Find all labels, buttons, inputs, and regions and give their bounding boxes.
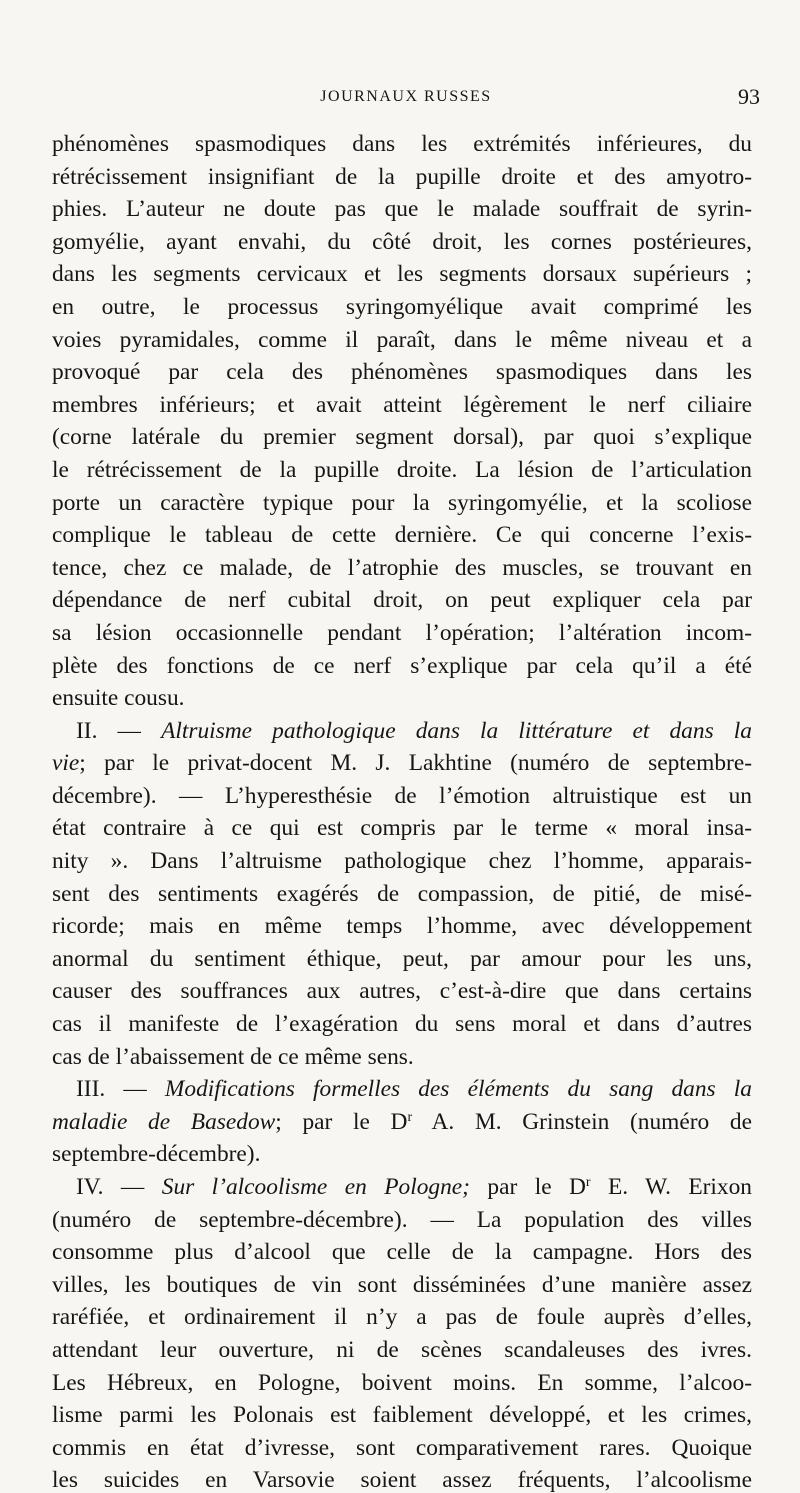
- text-line: [52, 584, 752, 617]
- text-segment: commis en état d’ivresse, sont comparativement rares. Quoique: [52, 1434, 752, 1461]
- text-segment: état contraire à ce qui est compris par le terme « moral insa-: [52, 815, 752, 842]
- text-segment: causer des souffrances aux autres, c’est-à-dire que dans certains: [52, 978, 752, 1005]
- text-segment: Altruisme pathologique dans la littérature et dans la: [161, 717, 752, 744]
- text-segment: maladie de Basedow: [52, 1108, 276, 1135]
- page-number: 93: [738, 84, 760, 109]
- text-segment: membres inférieurs; et avait atteint légèrement le nerf ciliaire: [52, 391, 752, 418]
- text-line: [52, 454, 752, 487]
- running-head: [52, 84, 760, 112]
- text-segment: porte un caractère typique pour la syringomyélie, et la scoliose: [52, 489, 752, 516]
- text-segment: anormal du sentiment éthique, peut, par amour pour les uns,: [52, 945, 752, 972]
- text-line: [52, 1464, 752, 1493]
- text-line: [52, 682, 752, 715]
- text-segment: A. M. Grinstein (numéro de: [412, 1108, 752, 1135]
- text-line: [52, 128, 752, 161]
- text-line: [52, 1432, 752, 1465]
- text-segment: gomyélie, ayant envahi, du côté droit, les cornes postérieures,: [52, 228, 752, 255]
- text-line: [52, 1301, 752, 1334]
- text-segment: les suicides en Varsovie soient assez fréquents, l’alcoolisme: [52, 1467, 752, 1493]
- text-segment: Les Hébreux, en Pologne, boivent moins. En somme, l’alcoo-: [52, 1369, 752, 1396]
- text-line: [52, 1008, 752, 1041]
- text-line: [52, 1171, 752, 1204]
- running-head-title: JOURNAUX RUSSES: [320, 88, 492, 105]
- text-segment: complique le tableau de cette dernière. Ce qui concerne l’exis-: [52, 522, 752, 549]
- text-line: [52, 1138, 752, 1171]
- text-segment: sa lésion occasionnelle pendant l’opération; l’altération incom-: [52, 619, 752, 646]
- text-line: [52, 1334, 752, 1367]
- text-line: [52, 324, 752, 357]
- superscript: r: [407, 1109, 413, 1125]
- text-line: [52, 1367, 752, 1400]
- text-line: [52, 650, 752, 683]
- text-segment: ; par le D: [275, 1108, 408, 1135]
- text-line: [52, 910, 752, 943]
- text-line: [52, 258, 752, 291]
- text-line: [52, 1041, 752, 1074]
- text-segment: ; par le privat-docent M. J. Lakhtine (numéro de septembre-: [79, 750, 752, 777]
- text-line: [52, 617, 752, 650]
- text-segment: consomme plus d’alcool que celle de la campagne. Hors des: [52, 1239, 752, 1266]
- text-segment: en outre, le processus syringomyélique avait comprimé les: [52, 293, 752, 320]
- text-segment: (numéro de septembre-décembre). — La population des villes: [52, 1206, 752, 1233]
- text-segment: plète des fonctions de ce nerf s’explique par cela qu’il a été: [52, 652, 752, 679]
- text-segment: dans les segments cervicaux et les segments dorsaux supérieurs ;: [52, 261, 752, 288]
- text-line: [52, 1073, 752, 1106]
- text-segment: dépendance de nerf cubital droit, on peut expliquer cela par: [52, 587, 752, 614]
- text-line: [52, 1106, 752, 1139]
- text-segment: voies pyramidales, comme il paraît, dans le même niveau et a: [52, 326, 752, 353]
- text-segment: lisme parmi les Polonais est faiblement développé, et les crimes,: [52, 1402, 752, 1429]
- text-line: [52, 1269, 752, 1302]
- text-segment: ricorde; mais en même temps l’homme, avec développement: [52, 913, 752, 940]
- text-segment: vie: [52, 750, 80, 777]
- text-segment: Modifications formelles des éléments du sang dans la: [164, 1076, 752, 1103]
- text-segment: nity ». Dans l’altruisme pathologique chez l’homme, apparais-: [52, 848, 752, 875]
- body-text: [52, 128, 752, 1493]
- text-segment: Sur l’alcoolisme en Pologne;: [161, 1174, 470, 1200]
- text-segment: phénomènes spasmodiques dans les extrémités inférieures, du: [52, 131, 752, 157]
- text-segment: cas il manifeste de l’exagération du sens moral et dans d’autres: [52, 1011, 752, 1038]
- text-segment: phies. L’auteur ne doute pas que le malade souffrait de syrin-: [52, 196, 752, 223]
- text-line: [52, 747, 752, 780]
- text-line: [52, 1204, 752, 1237]
- text-line: [52, 161, 752, 194]
- text-line: [52, 226, 752, 259]
- text-segment: décembre). — L’hyperesthésie de l’émotion altruistique est un: [52, 782, 752, 809]
- text-line: [52, 291, 752, 324]
- text-segment: tence, chez ce malade, de l’atrophie des muscles, se trouvant en: [52, 554, 752, 581]
- text-line: [52, 193, 752, 226]
- text-segment: (corne latérale du premier segment dorsal), par quoi s’explique: [52, 424, 752, 451]
- text-segment: rétrécissement insignifiant de la pupille droite et des amyotro-: [52, 163, 752, 190]
- superscript: r: [585, 1175, 591, 1190]
- text-segment: II. —: [76, 717, 162, 744]
- text-line: [52, 356, 752, 389]
- text-line: [52, 389, 752, 422]
- text-segment: ensuite cousu.: [52, 685, 185, 712]
- text-line: [52, 780, 752, 813]
- text-segment: provoqué par cela des phénomènes spasmodiques dans les: [52, 359, 752, 386]
- text-segment: le rétrécissement de la pupille droite. La lésion de l’articulation: [52, 456, 752, 483]
- text-line: [52, 812, 752, 845]
- text-line: [52, 519, 752, 552]
- text-segment: villes, les boutiques de vin sont disséminées d’une manière assez: [52, 1271, 752, 1298]
- text-segment: IV. —: [76, 1174, 162, 1200]
- text-segment: septembre-décembre).: [52, 1141, 261, 1168]
- text-segment: sent des sentiments exagérés de compassion, de pitié, de misé-: [52, 880, 752, 907]
- text-line: [52, 845, 752, 878]
- text-line: [52, 421, 752, 454]
- text-segment: III. —: [76, 1076, 165, 1103]
- text-line: [52, 487, 752, 520]
- text-line: [52, 552, 752, 585]
- text-line: [52, 943, 752, 976]
- text-line: [52, 1399, 752, 1432]
- text-segment: par le D: [469, 1174, 586, 1200]
- text-line: [52, 878, 752, 911]
- text-segment: attendant leur ouverture, ni de scènes scandaleuses des ivres.: [52, 1336, 752, 1363]
- text-line: [52, 975, 752, 1008]
- text-line: [52, 1236, 752, 1269]
- text-line: [52, 715, 752, 748]
- text-segment: E. W. Erixon: [590, 1174, 753, 1200]
- text-segment: cas de l’abaissement de ce même sens.: [52, 1043, 414, 1070]
- text-segment: raréfiée, et ordinairement il n’y a pas de foule auprès d’elles,: [52, 1304, 752, 1331]
